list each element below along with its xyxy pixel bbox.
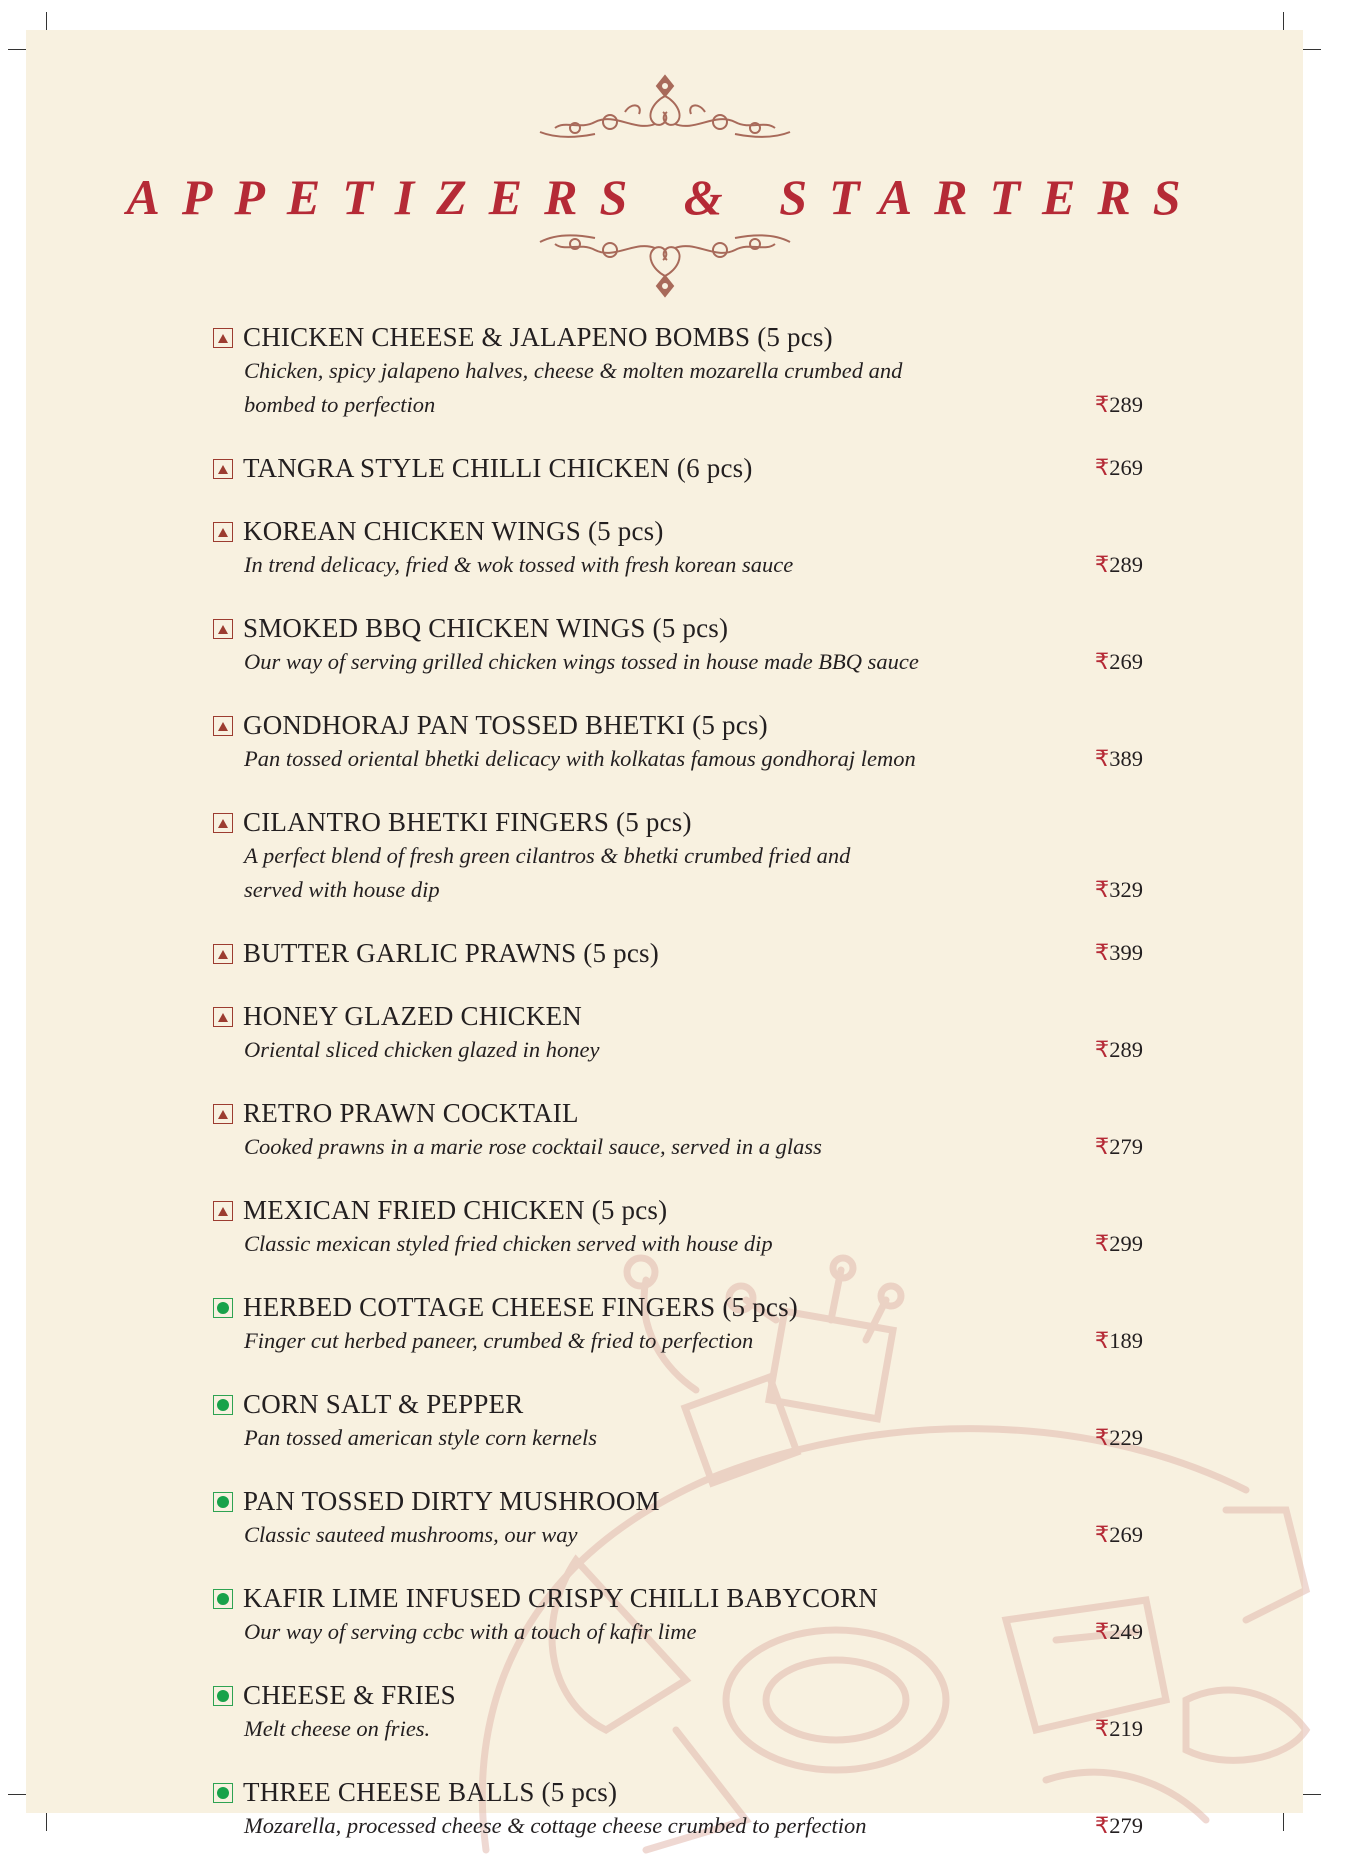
rupee-symbol: ₹ (1094, 1716, 1110, 1741)
price-amount: 289 (1109, 552, 1143, 577)
menu-item-name: HERBED COTTAGE CHEESE FINGERS (5 pcs) (243, 1292, 798, 1322)
non-veg-marker-icon (213, 328, 233, 348)
menu-item-name: KOREAN CHICKEN WINGS (5 pcs) (243, 516, 664, 546)
menu-item-price (1095, 1324, 1143, 1358)
menu-item-header (213, 805, 1143, 839)
menu-item-header (213, 514, 1143, 548)
menu-item-description: Finger cut herbed paneer, crumbed & fried to perfection (244, 1328, 754, 1353)
menu-item-name: SMOKED BBQ CHICKEN WINGS (5 pcs) (243, 613, 729, 643)
price-amount: 289 (1109, 1037, 1143, 1062)
menu-item-header (213, 611, 1143, 645)
menu-item (213, 1387, 1143, 1455)
menu-page (26, 30, 1303, 1838)
crop-mark (1283, 12, 1284, 30)
menu-item-name: TANGRA STYLE CHILLI CHICKEN (6 pcs) (243, 453, 753, 483)
menu-item (213, 320, 1143, 422)
menu-item-description: Mozarella, processed cheese & cottage cheese crumbed to perfection (244, 1813, 867, 1838)
veg-marker-icon (213, 1686, 233, 1706)
menu-item-header (213, 708, 1143, 742)
non-veg-marker-icon (213, 944, 233, 964)
menu-item-name: KAFIR LIME INFUSED CRISPY CHILLI BABYCORN (243, 1583, 879, 1613)
veg-marker-icon (213, 1395, 233, 1415)
menu-item-description: Pan tossed oriental bhetki delicacy with kolkatas famous gondhoraj lemon (244, 746, 916, 771)
veg-marker-icon (213, 1298, 233, 1318)
rupee-symbol: ₹ (1094, 1231, 1110, 1256)
menu-item-header (213, 1193, 1143, 1227)
rupee-symbol: ₹ (1094, 877, 1110, 902)
menu-item-header (213, 320, 1143, 354)
menu-item-price (1095, 873, 1143, 907)
non-veg-marker-icon (213, 1104, 233, 1124)
menu-item-description: Pan tossed american style corn kernels (244, 1425, 598, 1450)
rupee-symbol: ₹ (1094, 940, 1110, 965)
menu-item-price (1095, 742, 1143, 776)
menu-item-header (213, 1387, 1143, 1421)
menu-item-name: THREE CHEESE BALLS (5 pcs) (243, 1777, 618, 1807)
menu-item-header (213, 1775, 1143, 1809)
menu-item-name: CORN SALT & PEPPER (243, 1389, 524, 1419)
ornament-top (26, 72, 1303, 142)
menu-item-price (1095, 388, 1143, 422)
price-amount: 269 (1109, 455, 1143, 480)
menu-item-header (213, 936, 1143, 970)
menu-item (213, 1193, 1143, 1261)
veg-marker-icon (213, 1783, 233, 1803)
menu-item-name: PAN TOSSED DIRTY MUSHROOM (243, 1486, 660, 1516)
price-amount: 269 (1109, 649, 1143, 674)
price-amount: 249 (1109, 1619, 1143, 1644)
ornament-bottom (26, 230, 1303, 300)
non-veg-marker-icon (213, 459, 233, 479)
rupee-symbol: ₹ (1094, 392, 1110, 417)
page-title: APPETIZERS & STARTERS (126, 169, 1203, 225)
rupee-symbol: ₹ (1094, 746, 1110, 771)
menu-item-price (1095, 1615, 1143, 1649)
rupee-symbol: ₹ (1094, 649, 1110, 674)
menu-item-description: Classic mexican styled fried chicken served with house dip (244, 1231, 773, 1256)
menu-item-description: Chicken, spicy jalapeno halves, cheese & molten mozarella crumbed and (244, 358, 903, 383)
menu-item (213, 936, 1143, 970)
rupee-symbol: ₹ (1094, 552, 1110, 577)
menu-item (213, 1290, 1143, 1358)
crop-mark (8, 1794, 26, 1795)
crop-mark (1303, 49, 1321, 50)
menu-item-price (1095, 548, 1143, 582)
menu-item-price (1095, 1421, 1143, 1455)
price-amount: 329 (1109, 877, 1143, 902)
menu-item-name: CILANTRO BHETKI FINGERS (5 pcs) (243, 807, 692, 837)
veg-marker-icon (213, 1589, 233, 1609)
menu-item (213, 805, 1143, 907)
rupee-symbol: ₹ (1094, 1813, 1110, 1838)
menu-item-price (1095, 451, 1143, 485)
menu-item (213, 1775, 1143, 1843)
rupee-symbol: ₹ (1094, 455, 1110, 480)
menu-item-name: BUTTER GARLIC PRAWNS (5 pcs) (243, 938, 659, 968)
menu-item-description: Cooked prawns in a marie rose cocktail sauce, served in a glass (244, 1134, 822, 1159)
price-amount: 279 (1109, 1134, 1143, 1159)
menu-item-price (1095, 1130, 1143, 1164)
menu-item-description: Oriental sliced chicken glazed in honey (244, 1037, 600, 1062)
crop-mark (8, 49, 26, 50)
price-amount: 299 (1109, 1231, 1143, 1256)
menu-item-description: bombed to perfection (244, 392, 436, 417)
non-veg-marker-icon (213, 716, 233, 736)
menu-item-description: Our way of serving grilled chicken wings tossed in house made BBQ sauce (244, 649, 919, 674)
rupee-symbol: ₹ (1094, 1037, 1110, 1062)
menu-item-price (1095, 1712, 1143, 1746)
menu-item-name: GONDHORAJ PAN TOSSED BHETKI (5 pcs) (243, 710, 768, 740)
non-veg-marker-icon (213, 619, 233, 639)
rupee-symbol: ₹ (1094, 1134, 1110, 1159)
menu-item-header (213, 451, 1143, 485)
menu-item-price (1095, 1809, 1143, 1843)
menu-item-price (1095, 936, 1143, 970)
price-amount: 289 (1109, 392, 1143, 417)
crop-mark (46, 12, 47, 30)
rupee-symbol: ₹ (1094, 1522, 1110, 1547)
rupee-symbol: ₹ (1094, 1425, 1110, 1450)
price-amount: 229 (1109, 1425, 1143, 1450)
non-veg-marker-icon (213, 1201, 233, 1221)
menu-item-name: HONEY GLAZED CHICKEN (243, 1001, 582, 1031)
menu-item-description: served with house dip (244, 877, 440, 902)
menu-item (213, 708, 1143, 776)
price-amount: 269 (1109, 1522, 1143, 1547)
menu-item (213, 999, 1143, 1067)
menu-item-price (1095, 1518, 1143, 1552)
veg-marker-icon (213, 1492, 233, 1512)
price-amount: 219 (1109, 1716, 1143, 1741)
menu-item-header (213, 1678, 1143, 1712)
menu-item-name: RETRO PRAWN COCKTAIL (243, 1098, 579, 1128)
menu-item-price (1095, 1033, 1143, 1067)
menu-item-header (213, 1581, 1143, 1615)
menu-item-name: MEXICAN FRIED CHICKEN (5 pcs) (243, 1195, 668, 1225)
menu-items-list (213, 320, 1143, 1872)
menu-item-description: In trend delicacy, fried & wok tossed with fresh korean sauce (244, 552, 794, 577)
crop-mark (46, 1813, 47, 1831)
price-amount: 279 (1109, 1813, 1143, 1838)
menu-item-price (1095, 645, 1143, 679)
menu-item-name: CHEESE & FRIES (243, 1680, 456, 1710)
menu-item-price (1095, 1227, 1143, 1261)
rupee-symbol: ₹ (1094, 1328, 1110, 1353)
non-veg-marker-icon (213, 522, 233, 542)
menu-item (213, 611, 1143, 679)
menu-item-header (213, 999, 1143, 1033)
menu-item-description: A perfect blend of fresh green cilantros & bhetki crumbed fried and (244, 843, 851, 868)
menu-item-header (213, 1096, 1143, 1130)
menu-item-description: Classic sauteed mushrooms, our way (244, 1522, 578, 1547)
rupee-symbol: ₹ (1094, 1619, 1110, 1644)
menu-item-header (213, 1290, 1143, 1324)
menu-item-name: CHICKEN CHEESE & JALAPENO BOMBS (5 pcs) (243, 322, 833, 352)
price-amount: 189 (1109, 1328, 1143, 1353)
non-veg-marker-icon (213, 813, 233, 833)
menu-item (213, 451, 1143, 485)
price-amount: 389 (1109, 746, 1143, 771)
menu-item (213, 1096, 1143, 1164)
menu-item (213, 514, 1143, 582)
price-amount: 399 (1109, 940, 1143, 965)
menu-item-description: Melt cheese on fries. (244, 1716, 431, 1741)
menu-item (213, 1678, 1143, 1746)
menu-item-header (213, 1484, 1143, 1518)
menu-item (213, 1581, 1143, 1649)
menu-item-description: Our way of serving ccbc with a touch of kafir lime (244, 1619, 697, 1644)
non-veg-marker-icon (213, 1007, 233, 1027)
menu-item (213, 1484, 1143, 1552)
